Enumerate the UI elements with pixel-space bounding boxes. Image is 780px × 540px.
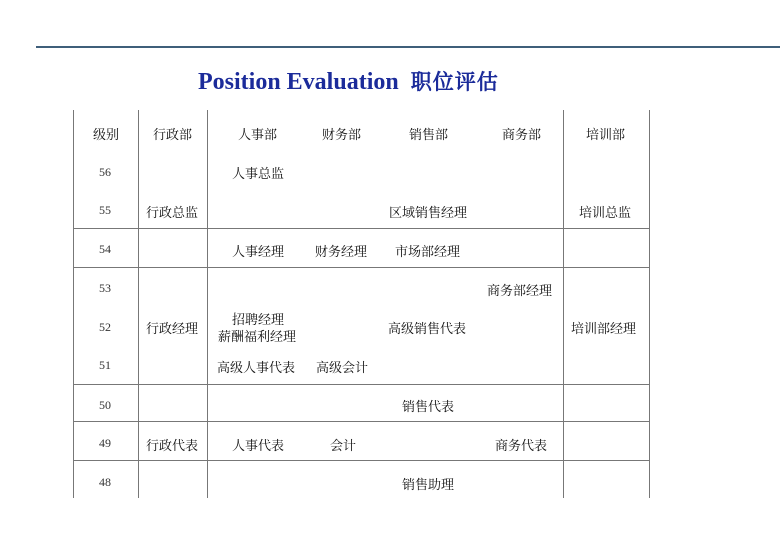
level-48: 48: [99, 475, 111, 489]
position-admin-director: 行政总监: [146, 206, 199, 221]
table-hline: [73, 384, 649, 385]
table-vline: [73, 110, 74, 498]
header-training: 培训部: [586, 128, 626, 143]
table-vline: [563, 110, 564, 498]
position-comp-benefit-manager: 薪酬福利经理: [218, 330, 297, 345]
top-divider-line: [36, 46, 780, 48]
position-recruit-manager: 招聘经理: [232, 313, 285, 328]
header-hr: 人事部: [238, 128, 278, 143]
position-hr-manager: 人事经理: [232, 245, 285, 260]
position-accountant: 会计: [330, 439, 357, 454]
level-54: 54: [99, 242, 111, 256]
position-training-director: 培训总监: [579, 206, 632, 221]
position-admin-manager: 行政经理: [146, 322, 199, 337]
header-admin: 行政部: [153, 128, 193, 143]
header-finance: 财务部: [322, 128, 362, 143]
page-title: [198, 66, 499, 96]
level-55: 55: [99, 203, 111, 217]
title-cn: 职位评估: [410, 70, 499, 94]
position-hr-rep: 人事代表: [232, 439, 285, 454]
level-51: 51: [99, 358, 111, 372]
level-49: 49: [99, 436, 111, 450]
level-52: 52: [99, 320, 111, 334]
table-vline: [207, 110, 208, 498]
position-finance-manager: 财务经理: [315, 245, 368, 260]
position-training-manager: 培训部经理: [571, 322, 637, 337]
position-admin-rep: 行政代表: [146, 439, 199, 454]
table-hline: [73, 460, 649, 461]
position-senior-accountant: 高级会计: [316, 361, 369, 376]
position-business-manager: 商务部经理: [487, 284, 553, 299]
table-vline: [138, 110, 139, 498]
position-sales-rep: 销售代表: [402, 400, 455, 415]
table-hline: [73, 421, 649, 422]
position-marketing-manager: 市场部经理: [395, 245, 461, 260]
position-regional-sales-manager: 区域销售经理: [389, 206, 468, 221]
level-53: 53: [99, 281, 111, 295]
header-level: 级别: [93, 128, 120, 143]
position-hr-director: 人事总监: [232, 167, 285, 182]
position-senior-sales-rep: 高级销售代表: [388, 322, 467, 337]
position-senior-hr-rep: 高级人事代表: [217, 361, 296, 376]
title-en: Position Evaluation: [198, 69, 399, 95]
position-sales-assistant: 销售助理: [402, 478, 455, 493]
level-50: 50: [99, 398, 111, 412]
position-business-rep: 商务代表: [495, 439, 548, 454]
header-sales: 销售部: [409, 128, 449, 143]
level-56: 56: [99, 165, 111, 179]
table-vline: [649, 110, 650, 498]
header-business: 商务部: [502, 128, 542, 143]
table-hline: [73, 228, 649, 229]
table-hline: [73, 267, 649, 268]
